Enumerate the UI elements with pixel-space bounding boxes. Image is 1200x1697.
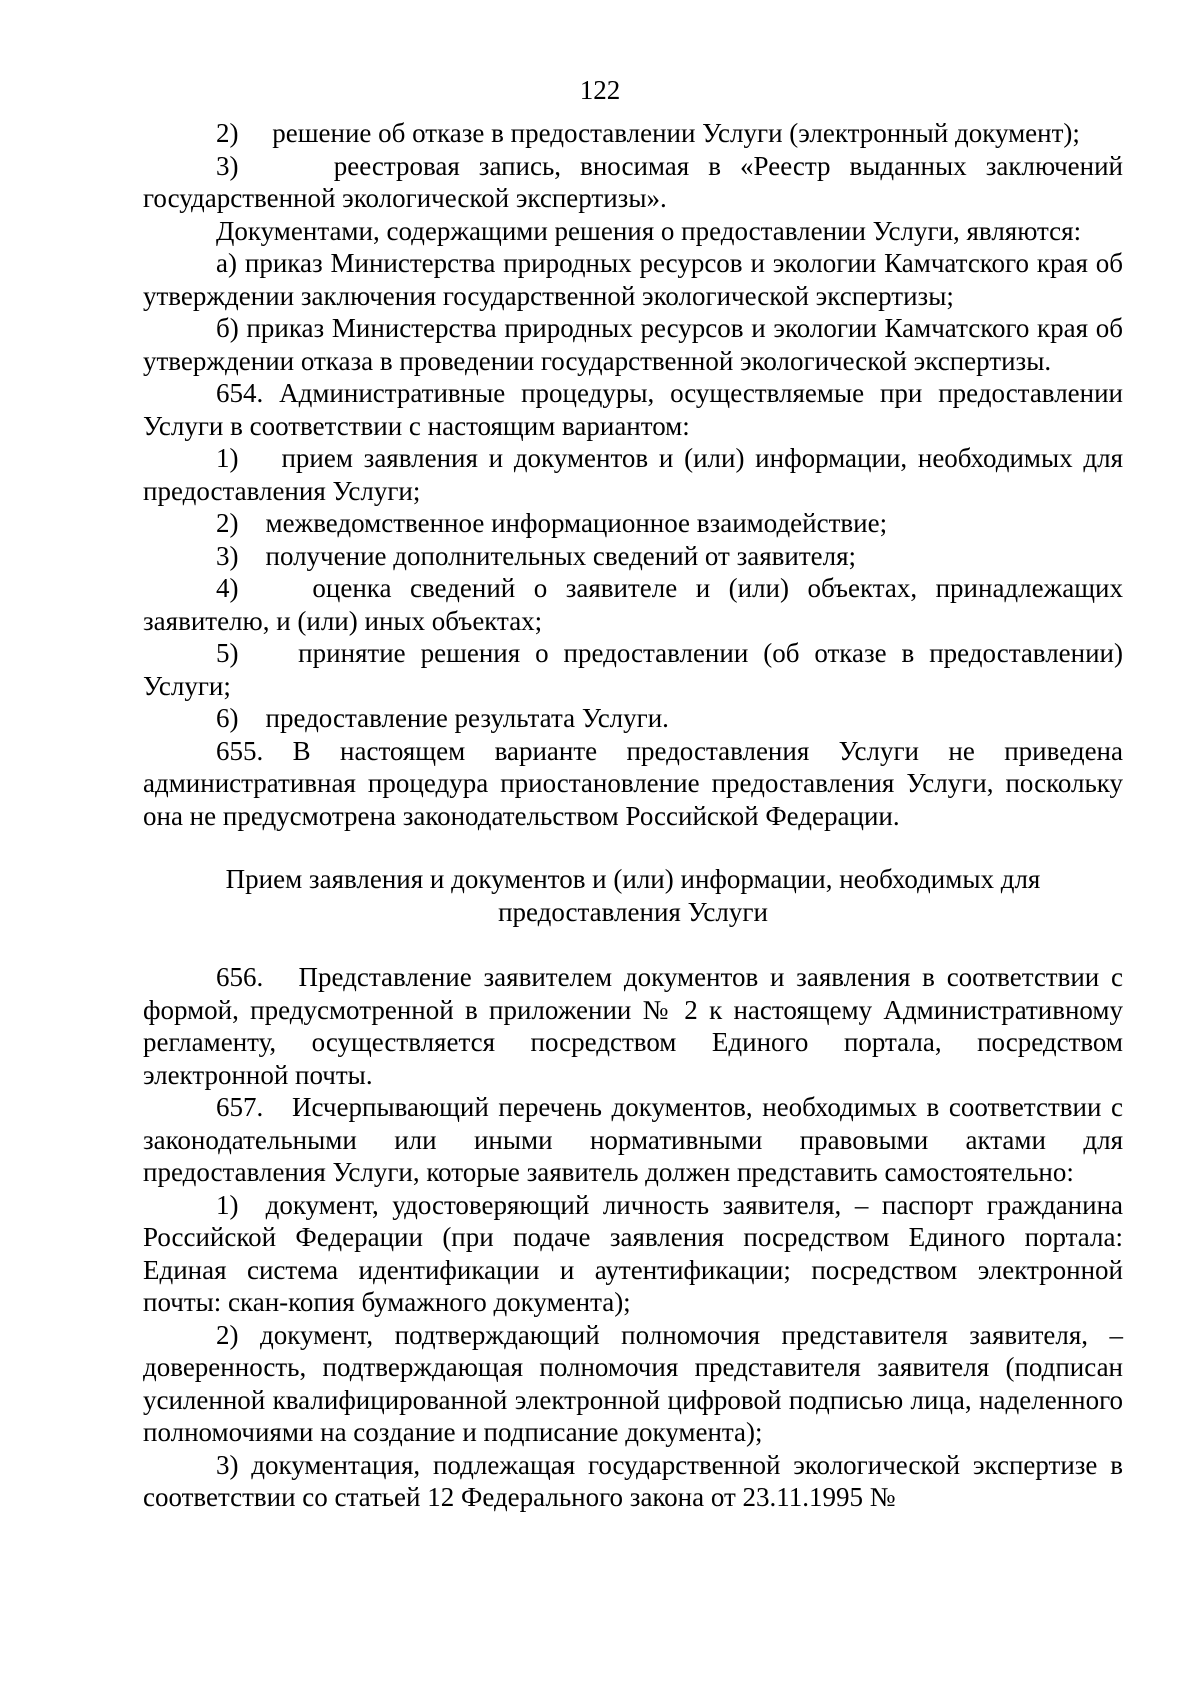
list-item-registry-entry: 3) реестровая запись, вносимая в «Реестр выданных заключений государственной экологической экспертизы».: [143, 150, 1123, 213]
required-document-1: 1) документ, удостоверяющий личность заявителя, – паспорт гражданина Российской Федерации (при подаче заявления посредством Единого портала: Единая система идентификации и аутентификации; посредством электронной почты: скан-копия бумажного документа);: [143, 1189, 1123, 1317]
paragraph-654: 654. Административные процедуры, осуществляемые при предоставлении Услуги в соответствии с настоящим вариантом:: [143, 378, 1123, 441]
procedure-item-4: 4) оценка сведений о заявителе и (или) объектах, принадлежащих заявителю, и (или) иных объектах;: [143, 573, 1123, 636]
list-item-order-approval: а) приказ Министерства природных ресурсов и экологии Камчатского края об утверждении заключения государственной экологической экспертизы;: [143, 248, 1123, 311]
list-item-order-refusal: б) приказ Министерства природных ресурсов и экологии Камчатского края об утверждении отказа в проведении государственной экологической экспертизы.: [143, 313, 1123, 376]
procedure-item-3: 3) получение дополнительных сведений от заявителя;: [216, 540, 857, 571]
paragraph-657: 657. Исчерпывающий перечень документов, необходимых в соответствии с законодательными или иными нормативными правовыми актами для предоставления Услуги, которые заявитель должен представить самостоятельно:: [143, 1092, 1123, 1187]
paragraph-656: 656. Представление заявителем документов и заявления в соответствии с формой, предусмотренной в приложении № 2 к настоящему Административному регламенту, осуществляется посредством Единого портала, посредством электронной почты.: [143, 962, 1123, 1090]
spacer: [143, 832, 1123, 863]
paragraph-655: 655. В настоящем варианте предоставления Услуги не приведена административная процедура приостановление предоставления Услуги, поскольку она не предусмотрена законодательством Российской Федерации.: [143, 735, 1123, 831]
required-document-3: 3) документация, подлежащая государственной экологической экспертизе в соответствии со статьей 12 Федерального закона от 23.11.1995 №: [143, 1449, 1123, 1512]
procedure-item-1: 1) прием заявления и документов и (или) информации, необходимых для предоставления Услуги;: [143, 443, 1123, 506]
procedure-item-5: 5) принятие решения о предоставлении (об отказе в предоставлении) Услуги;: [143, 638, 1123, 701]
spacer: [143, 928, 1123, 961]
procedure-item-6: 6) предоставление результата Услуги.: [216, 703, 669, 733]
procedure-item-2: 2) межведомственное информационное взаимодействие;: [216, 508, 888, 538]
document-body: [143, 117, 1123, 1514]
required-document-2: 2) документ, подтверждающий полномочия представителя заявителя, – доверенность, подтверждающая полномочия представителя заявителя (подписан усиленной квалифицированной электронной цифровой подписью лица, наделенного полномочиями на создание и подписание документа);: [143, 1319, 1123, 1447]
page-number: 122: [579, 75, 621, 105]
section-heading: Прием заявления и документов и (или) информации, необходимых для предоставления Услуги: [225, 864, 1041, 927]
paragraph-decision-documents: Документами, содержащими решения о предоставлении Услуги, являются:: [216, 215, 1082, 246]
list-item-decision-refusal: 2) решение об отказе в предоставлении Услуги (электронный документ);: [216, 118, 1080, 148]
